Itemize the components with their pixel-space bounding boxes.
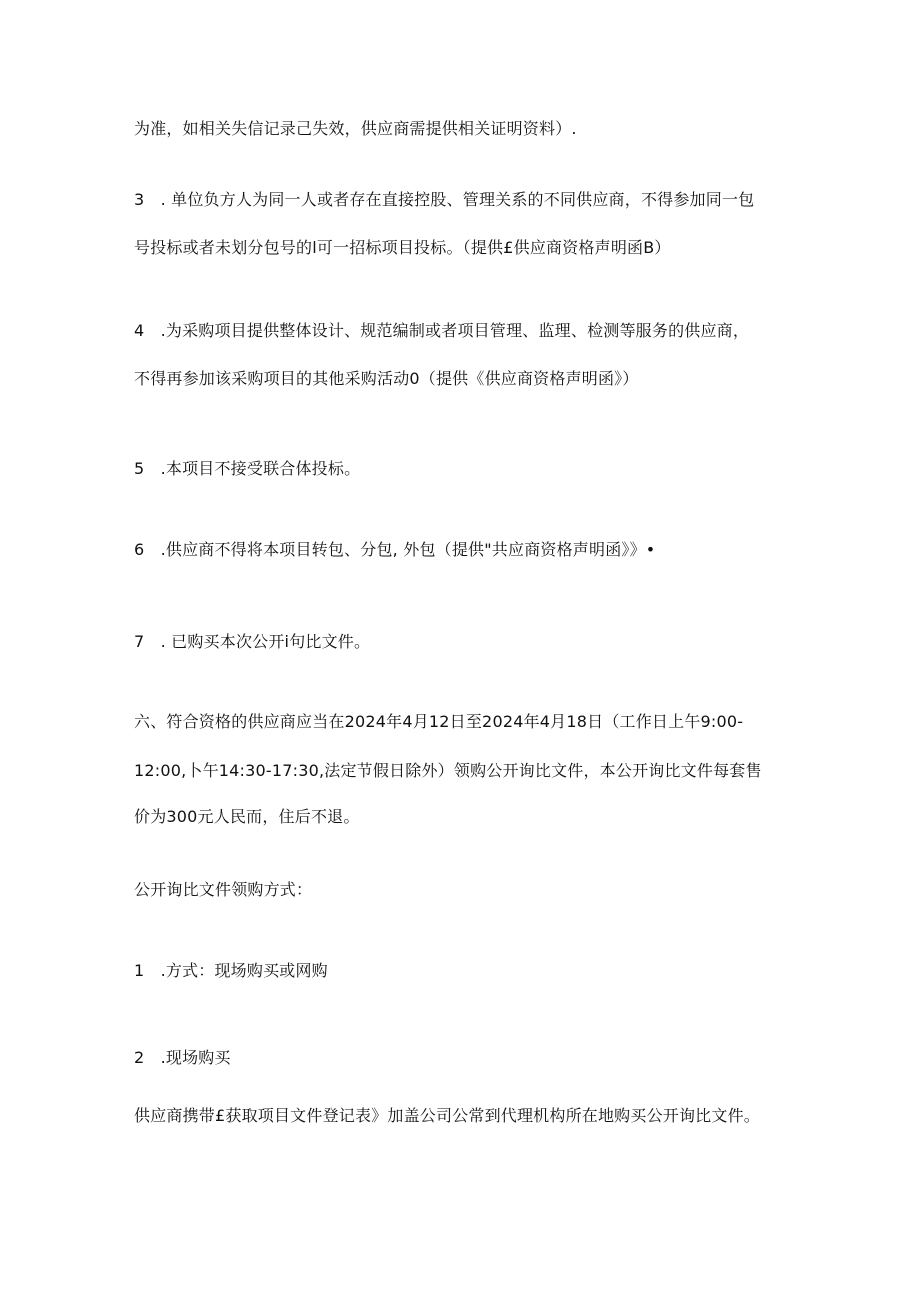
text-line-item-4-continued: 不得再参加该采购项目的其他采购活动0（提供《供应商资格声明函》） — [134, 369, 639, 388]
text-line-item-5: 5 .本项目不接受联合体投标。 — [134, 459, 361, 478]
text-line-item-3: 3 . 单位负方人为同一人或者存在直接控股、管理关系的不同供应商，不得参加同一包 — [134, 190, 755, 209]
text-line-purchase-method-heading: 公开询比文件领购方式： — [134, 880, 313, 899]
text-line-item-3-continued: 号投标或者未划分包号的l可一招标项目投标。（提供£供应商资格声明函B） — [134, 238, 671, 257]
text-line-method-1: 1 .方式：现场购买或网购 — [134, 961, 328, 980]
text-line-section-6: 六、符合资格的供应商应当在2024年4月12日至2024年4月18日（工作日上午9:00- — [134, 712, 744, 731]
text-line-section-6-continued-2: 价为300元人民而，住后不退。 — [134, 807, 360, 826]
text-line-item-7: 7 . 已购买本次公开i句比文件。 — [134, 632, 371, 651]
text-line-method-2-details: 供应商携带£获取项目文件登记表》加盖公司公常到代理机构所在地购买公开询比文件。 — [134, 1106, 760, 1125]
text-line-disclaimer-end: 为准，如相关失信记录己失效，供应商需提供相关证明资料）. — [134, 119, 577, 138]
text-line-item-4: 4 .为采购项目提供整体设计、规范编制或者项目管理、监理、检测等服务的供应商， — [134, 321, 750, 340]
text-line-section-6-continued-1: 12:00,卜午14:30-17:30,法定节假日除外）领购公开询比文件，本公开询比文件每套售 — [134, 761, 762, 780]
text-line-item-6: 6 .供应商不得将本项目转包、分包, 外包（提供"共应商资格声明函》》• — [134, 540, 656, 559]
text-line-method-2: 2 .现场购买 — [134, 1048, 231, 1067]
